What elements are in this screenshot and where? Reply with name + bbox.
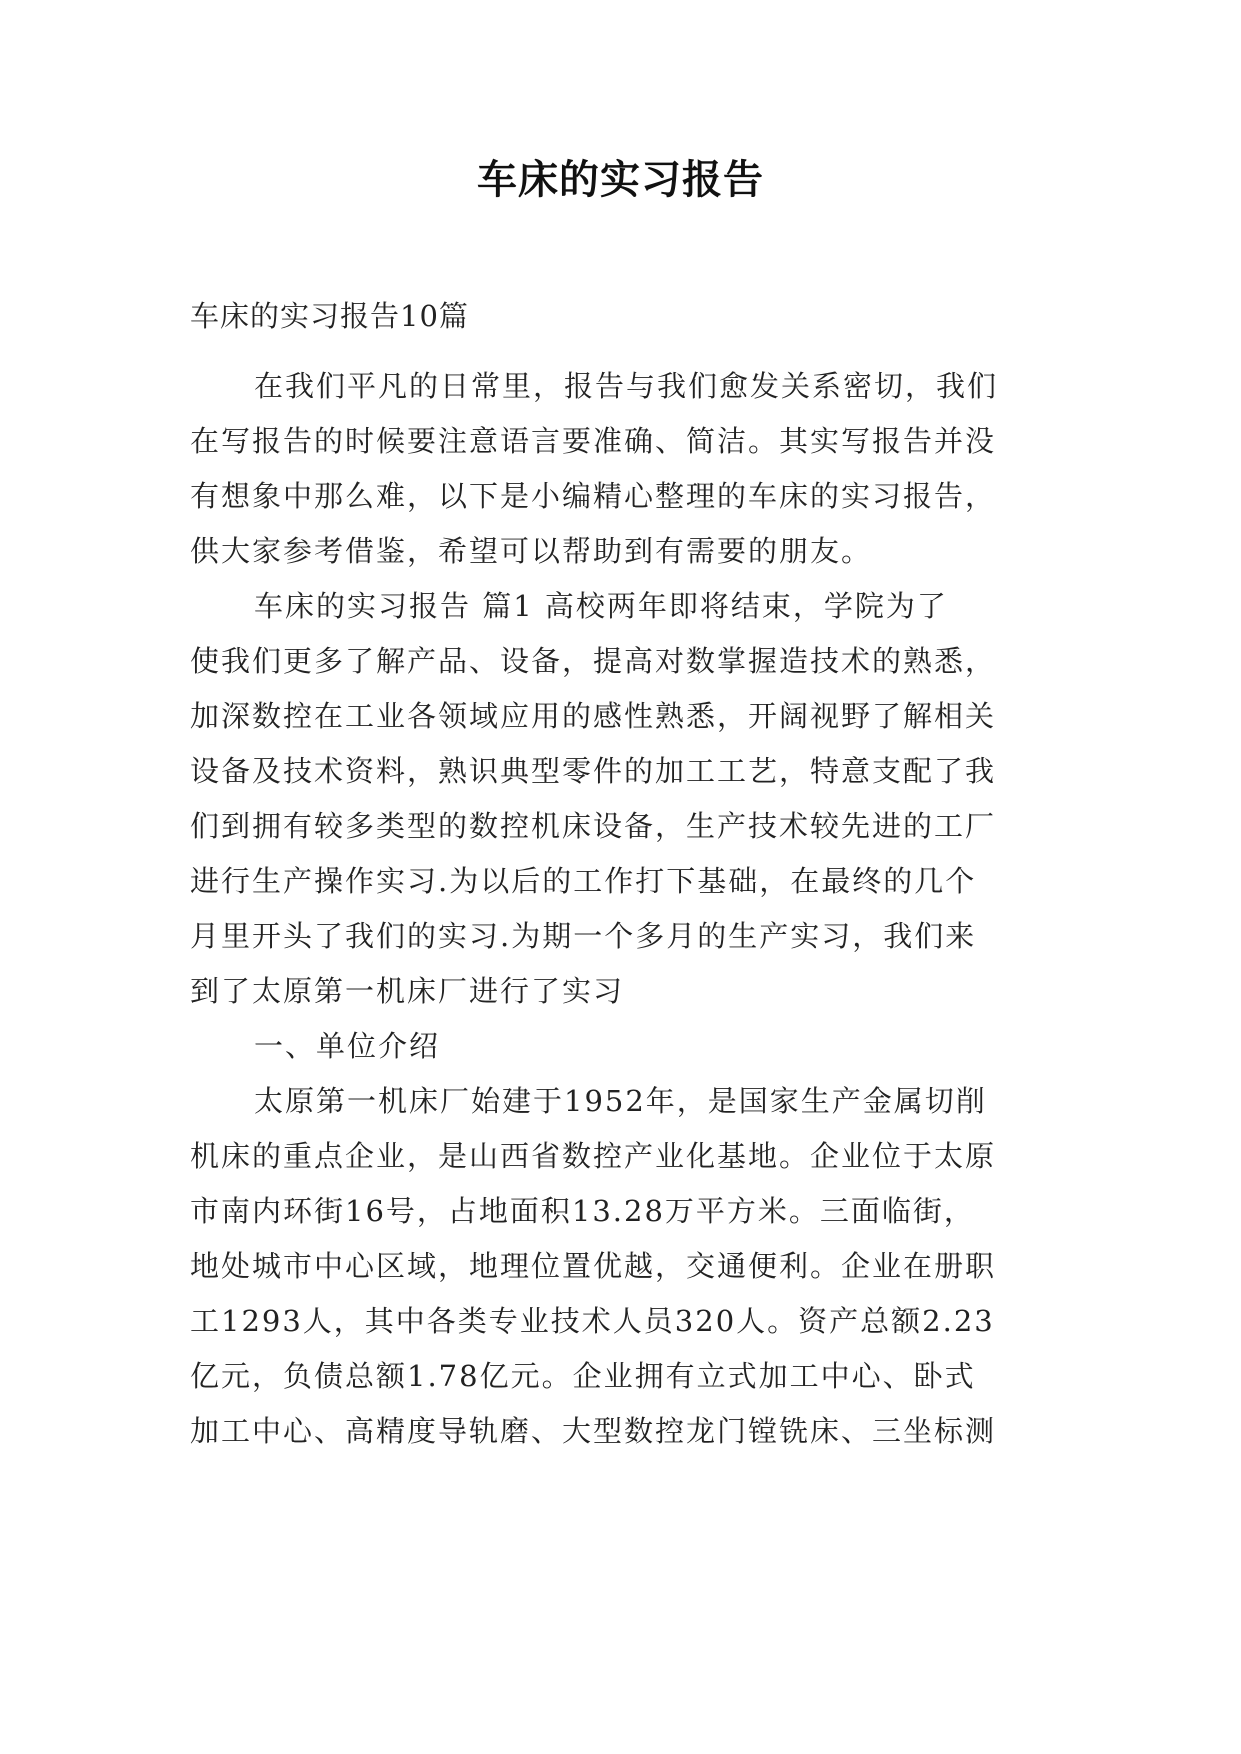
section-heading: 一、单位介绍: [254, 1029, 441, 1063]
paragraph-line: 们到拥有较多类型的数控机床设备，生产技术较先进的工厂: [190, 809, 997, 843]
paragraph-line: 有想象中那么难，以下是小编精心整理的车床的实习报告，: [190, 479, 997, 513]
paragraph-line: 太原第一机床厂始建于1952年，是国家生产金属切削: [254, 1084, 987, 1118]
paragraph-line: 使我们更多了解产品、设备，提高对数掌握造技术的熟悉，: [190, 644, 997, 678]
paragraph-line: 加深数控在工业各领域应用的感性熟悉，开阔视野了解相关: [190, 699, 997, 733]
paragraph-line: 亿元，负债总额1.78亿元。企业拥有立式加工中心、卧式: [190, 1359, 976, 1393]
paragraph-line: 地处城市中心区域，地理位置优越，交通便利。企业在册职: [190, 1249, 997, 1283]
paragraph-line: 车床的实习报告 篇1 高校两年即将结束，学院为了: [254, 589, 948, 623]
paragraph-line: 供大家参考借鉴，希望可以帮助到有需要的朋友。: [190, 534, 873, 568]
paragraph-line: 在我们平凡的日常里，报告与我们愈发关系密切，我们: [254, 369, 999, 403]
paragraph-line: 到了太原第一机床厂进行了实习: [190, 974, 625, 1008]
paragraph-line: 设备及技术资料，熟识典型零件的加工工艺，特意支配了我: [190, 754, 997, 788]
paragraph-line: 月里开头了我们的实习.为期一个多月的生产实习，我们来: [190, 919, 977, 953]
paragraph-line: 进行生产操作实习.为以后的工作打下基础，在最终的几个: [190, 864, 977, 898]
paragraph-line: 机床的重点企业，是山西省数控产业化基地。企业位于太原: [190, 1139, 997, 1173]
paragraph-line: 加工中心、高精度导轨磨、大型数控龙门镗铣床、三坐标测: [190, 1414, 997, 1448]
paragraph-line: 在写报告的时候要注意语言要准确、简洁。其实写报告并没: [190, 424, 997, 458]
document-subtitle: 车床的实习报告10篇: [190, 299, 469, 333]
document-title: 车床的实习报告: [477, 156, 764, 203]
paragraph-line: 市南内环街16号，占地面积13.28万平方米。三面临街，: [190, 1194, 975, 1228]
paragraph-line: 工1293人，其中各类专业技术人员320人。资产总额2.23: [190, 1304, 995, 1338]
